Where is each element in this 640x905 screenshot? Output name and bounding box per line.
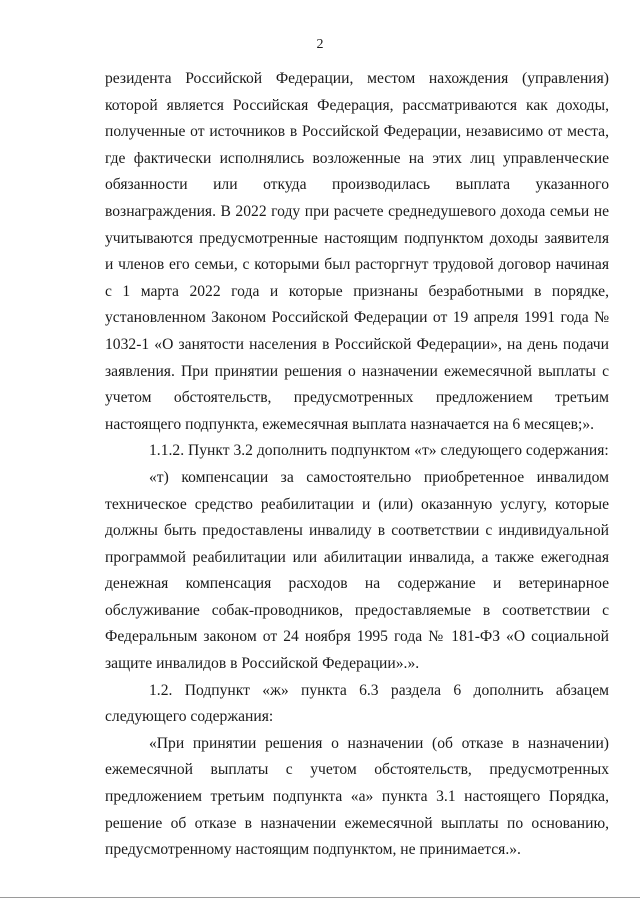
paragraph-item-1-1-2: 1.1.2. Пункт 3.2 дополнить подпунктом «т» следующего содержания: [149, 442, 609, 460]
bottom-divider [0, 897, 640, 898]
paragraph-continuation: резидента Российской Федерации, местом нахождения (управления) которой является Российская Федерация, рассматриваются как доходы, полученные от источников в Российской Федерации, независимо от места, где фактически исполнялись возложенные на этих лиц управленческие обязанности или откуда производилась выплата указанного вознаграждения. В 2022 году при расчете среднедушевого дохода семьи не учитываются предусмотренные настоящим подпунктом доходы заявителя и членов его семьи, с которыми был расторгнут трудовой договор начиная с 1 марта 2022 года и которые признаны безработными в порядке, установленном Законом Российской Федерации от 19 апреля 1991 года № 1032-1 «О занятости населения в Российской Федерации», на день подачи заявления. При принятии решения о назначении ежемесячной выплаты с учетом обстоятельств, предусмотренных предложением третьим настоящего подпункта, ежемесячная выплата назначается на 6 месяцев;». [105, 70, 609, 433]
paragraph-quote-decision: «При принятии решения о назначении (об отказе в назначении) ежемесячной выплаты с учетом обстоятельств, предусмотренных предложением третьим подпункта «а» пункта 3.1 настоящего Порядка, решение об отказе в назначении ежемесячной выплаты по основанию, предусмотренному настоящим подпунктом, не принимается.». [105, 734, 609, 859]
paragraph-subitem-t: «т) компенсации за самостоятельно приобретенное инвалидом техническое средство реабилитации и (или) оказанную услугу, которые должны быть предоставлены инвалиду в соответствии с индивидуальной программой реабилитации или абилитации инвалида, а также ежегодная денежная компенсация расходов на содержание и ветеринарное обслуживание собак-проводников, предоставляемые в соответствии с Федеральным законом от 24 ноября 1995 года № 181-ФЗ «О социальной защите инвалидов в Российской Федерации».». [105, 468, 609, 673]
paragraph-item-1-2: 1.2. Подпункт «ж» пункта 6.3 раздела 6 дополнить абзацем следующего содержания: [105, 681, 609, 726]
page-number: 2 [316, 37, 324, 52]
document-body [105, 66, 609, 864]
